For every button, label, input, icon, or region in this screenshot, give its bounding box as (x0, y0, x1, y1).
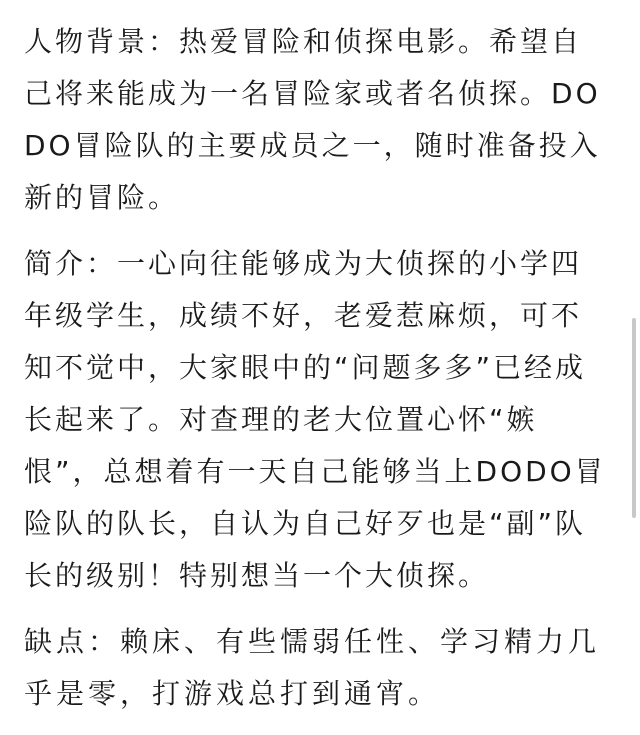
vertical-scrollbar[interactable] (632, 318, 636, 518)
paragraph-introduction: 简介：一心向往能够成为大侦探的小学四年级学生，成绩不好，老爱惹麻烦，可不知不觉中，大家眼中的“问题多多”已经成长起来了。对查理的老大位置心怀“嫉恨”，总想着有一天自己能够当上DODO冒险队的队长，自认为自己好歹也是“副”队长的级别！特别想当一个大侦探。 (24, 247, 606, 592)
paragraph-shortcomings: 缺点：赖床、有些懦弱任性、学习精力几乎是零，打游戏总打到通宵。 (24, 625, 601, 710)
paragraph-background: 人物背景：热爱冒险和侦探电影。希望自己将来能成为一名冒险家或者名侦探。DODO冒险队的主要成员之一，随时准备投入新的冒险。 (24, 25, 601, 214)
